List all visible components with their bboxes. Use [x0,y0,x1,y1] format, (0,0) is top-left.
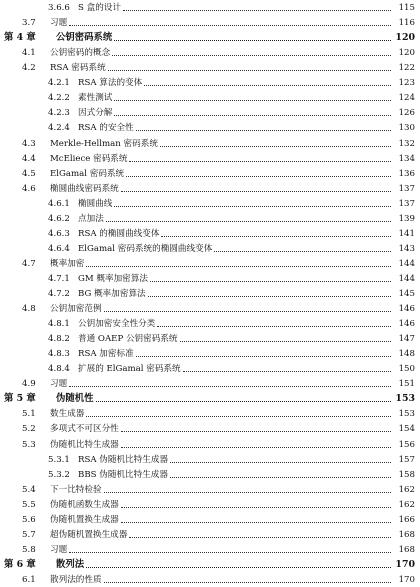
toc-entry-row[interactable] [0,253,420,269]
dot-leader [183,371,391,372]
toc-entry-number: 第 4 章 [4,32,36,44]
toc-entry-row[interactable] [0,117,420,133]
toc-page-number: 156 [398,439,415,450]
toc-entry-row[interactable] [0,12,420,28]
toc-entry-title: RSA 加密标准 [78,349,134,360]
toc-page-number: 145 [398,288,415,299]
toc-page-number: 146 [398,304,415,314]
toc-entry-title: 习题 [50,18,68,29]
toc-entry-title: Merkle-Hellman 密码系统 [50,138,158,149]
toc-entry-row[interactable] [0,569,420,585]
dot-leader [114,40,391,41]
toc-page-number: 170 [398,574,415,585]
toc-entry-title: McEliece 密码系统 [50,153,128,164]
toc-entry-title: 椭圆曲线 [78,198,113,209]
toc-chapter-row[interactable] [0,388,420,404]
dot-leader [121,447,391,448]
toc-page-number: 132 [398,138,415,149]
toc-entry-title: RSA 的安全性 [78,123,134,134]
toc-entry-title: 因式分解 [78,108,113,119]
toc-entry-row[interactable] [0,464,420,480]
toc-entry-number: 4.2.4 [48,123,70,134]
toc-entry-number: 4.8 [22,304,36,314]
dot-leader [136,356,391,357]
toc-entry-number: 5.2 [22,424,36,435]
toc-page-number: 137 [398,198,415,209]
toc-entry-number: 4.7.1 [48,273,70,284]
toc-page-number: 124 [398,93,415,104]
toc-page-number: 154 [398,424,415,435]
dot-leader [144,85,391,86]
toc-entry-number: 6.1 [22,574,36,585]
dot-leader [129,537,391,538]
toc-page-number: 162 [398,499,415,510]
toc-page-number: 130 [398,123,415,134]
toc-entry-row[interactable] [0,133,420,149]
toc-entry-row[interactable] [0,298,420,314]
toc-entry-row[interactable] [0,57,420,73]
toc-entry-number: 4.6.4 [48,243,70,254]
toc-entry-row[interactable] [0,434,420,450]
toc-page-number: 120 [398,48,415,59]
toc-page-number: 144 [398,273,415,284]
toc-entry-number: 4.8.2 [48,334,70,345]
toc-page-number: 157 [398,454,415,465]
dot-leader [86,567,391,568]
toc-entry-title: 椭圆曲线密码系统 [50,183,119,194]
dot-leader [170,462,391,463]
toc-entry-row[interactable] [0,449,420,465]
toc-entry-row[interactable] [0,343,420,359]
toc-entry-number: 4.3 [22,138,36,149]
dot-leader [121,431,391,432]
toc-entry-row[interactable] [0,328,420,344]
toc-entry-title: 伪随机函数生成器 [50,499,119,510]
toc-entry-title: BG 概率加密算法 [78,288,146,299]
toc-entry-number: 4.2.2 [48,93,70,104]
dot-leader [104,582,391,583]
toc-page-number: 170 [395,558,415,570]
toc-entry-number: 4.9 [22,379,36,390]
toc-page-number: 134 [398,153,415,164]
toc-entry-title: 多项式不可区分性 [50,424,119,435]
toc-entry-title: 习题 [50,379,68,390]
toc-page-number: 126 [398,108,415,119]
toc-entry-title: 扩展的 ElGamal 密码系统 [78,364,181,375]
toc-entry-number: 4.8.4 [48,364,70,375]
dot-leader [126,176,391,177]
toc-entry-number: 5.3.1 [48,454,70,465]
toc-entry-number: 4.6 [22,183,36,194]
toc-entry-number: 4.7 [22,258,36,269]
toc-entry-row[interactable] [0,87,420,103]
dot-leader [114,115,391,116]
toc-entry-row[interactable] [0,163,420,179]
toc-page-number: 168 [398,544,415,555]
dot-leader [86,416,391,417]
toc-entry-title: 公钥密码的概念 [50,48,111,59]
toc-entry-title: 数生成器 [50,409,85,420]
dot-leader [150,281,391,282]
toc-entry-title: 素性测试 [78,93,113,104]
dot-leader [161,236,391,237]
toc-entry-title: 习题 [50,544,68,555]
toc-entry-number: 3.7 [22,18,36,29]
dot-leader [180,341,391,342]
toc-entry-row[interactable] [0,539,420,555]
toc-entry-row[interactable] [0,148,420,164]
toc-entry-row[interactable] [0,418,420,434]
toc-entry-row[interactable] [0,313,420,329]
dot-leader [129,161,391,162]
toc-page-number: 143 [398,243,415,254]
toc-entry-title: BBS 伪随机比特生成器 [78,469,168,480]
toc-entry-number: 5.8 [22,544,36,555]
toc-entry-number: 5.7 [22,529,36,540]
toc-entry-title: RSA 的椭圆曲线变体 [78,228,160,239]
dot-leader [112,55,391,56]
dot-leader [69,386,391,387]
toc-entry-row[interactable] [0,208,420,224]
toc-page-number: 158 [398,469,415,480]
toc-entry-number: 4.2.1 [48,78,70,89]
dot-leader [121,507,391,508]
toc-page-number: 147 [398,334,415,345]
toc-entry-title: 伪随机比特生成器 [50,439,119,450]
toc-entry-number: 4.7.2 [48,288,70,299]
dot-leader [108,70,391,71]
dot-leader [121,191,391,192]
toc-entry-row[interactable] [0,223,420,239]
toc-entry-row[interactable] [0,403,420,419]
toc-entry-title: 公钥加密安全性分类 [78,319,156,330]
toc-page-number: 162 [398,484,415,495]
toc-entry-number: 4.6.2 [48,213,70,224]
toc-entry-row[interactable] [0,193,420,209]
toc-entry-title: RSA 算法的变体 [78,78,143,89]
toc-entry-row[interactable] [0,102,420,118]
dot-leader [214,251,391,252]
toc-entry-row[interactable] [0,0,420,13]
toc-page-number: 120 [395,32,415,44]
toc-entry-number: 5.3.2 [48,469,70,480]
toc-entry-title: 散列法 [56,558,85,570]
toc-entry-title: 概率加密 [50,258,85,269]
toc-entry-number: 第 6 章 [4,558,36,570]
toc-entry-title: 伪随机置换生成器 [50,514,119,525]
dot-leader [106,221,391,222]
dot-leader [123,10,391,11]
toc-entry-number: 5.1 [22,409,36,420]
toc-entry-row[interactable] [0,238,420,254]
toc-entry-number: 3.6.6 [48,3,70,13]
toc-entry-number: 4.2.3 [48,108,70,119]
toc-entry-title: RSA 伪随机比特生成器 [78,454,169,465]
toc-entry-number: 4.4 [22,153,36,164]
dot-leader [170,477,391,478]
toc-chapter-row[interactable] [0,554,420,570]
toc-page-number: 153 [395,393,415,405]
toc-entry-title: ElGamal 密码系统 [50,168,125,179]
toc-entry-number: 5.5 [22,499,36,510]
dot-leader [121,522,391,523]
toc-entry-number: 4.8.3 [48,349,70,360]
toc-page-number: 115 [398,3,415,13]
toc-entry-title: 公钥加密范例 [50,304,102,314]
toc-page-number: 153 [398,409,415,420]
toc-page-number: 166 [398,514,415,525]
dot-leader [104,492,391,493]
toc-entry-title: 下一比特检验 [50,484,102,495]
toc-page-number: 146 [398,319,415,330]
dot-leader [104,311,391,312]
toc-page-number: 122 [398,63,415,74]
toc-entry-title: 超伪随机置换生成器 [50,529,128,540]
toc-page-number: 116 [398,18,415,29]
toc-page-number: 150 [398,364,415,375]
toc-chapter-row[interactable] [0,27,420,43]
toc-entry-row[interactable] [0,283,420,299]
toc-entry-title: GM 概率加密算法 [78,273,148,284]
toc-entry-title: 公钥密码系统 [56,32,113,44]
dot-leader [160,146,391,147]
toc-entry-title: RSA 密码系统 [50,63,106,74]
toc-entry-row[interactable] [0,373,420,389]
toc-entry-row[interactable] [0,479,420,495]
dot-leader [69,552,391,553]
toc-entry-number: 4.1 [22,48,36,59]
toc-entry-number: 4.8.1 [48,319,70,330]
toc-entry-title: 点加法 [78,213,104,224]
toc-page-number: 123 [398,78,415,89]
toc-page-number: 136 [398,168,415,179]
toc-page-number: 151 [398,379,415,390]
toc-page-number: 144 [398,258,415,269]
toc-entry-row[interactable] [0,358,420,374]
dot-leader [96,401,391,402]
toc-page-number: 141 [398,228,415,239]
toc-page-number: 168 [398,529,415,540]
toc-entry-row[interactable] [0,72,420,88]
toc-entry-title: 普通 OAEP 公钥密码系统 [78,334,178,345]
toc-entry-title: 伪随机性 [56,393,94,405]
toc-entry-title: S 盒的设计 [78,3,121,13]
toc-entry-number: 4.5 [22,168,36,179]
toc-entry-number: 4.6.1 [48,198,70,209]
toc-entry-number: 第 5 章 [4,393,36,405]
dot-leader [69,25,391,26]
dot-leader [114,206,391,207]
toc-page-number: 148 [398,349,415,360]
dot-leader [136,130,391,131]
toc-entry-number: 5.3 [22,439,36,450]
toc-entry-number: 5.4 [22,484,36,495]
toc-page-number: 137 [398,183,415,194]
dot-leader [148,296,391,297]
toc-entry-title: ElGamal 密码系统的椭圆曲线变体 [78,243,213,254]
dot-leader [114,100,391,101]
toc-entry-number: 4.2 [22,63,36,74]
toc-entry-title: 散列法的性质 [50,574,102,585]
toc-entry-row[interactable] [0,494,420,510]
toc-entry-row[interactable] [0,42,420,58]
toc-entry-row[interactable] [0,524,420,540]
toc-page-number: 139 [398,213,415,224]
toc-entry-row[interactable] [0,178,420,194]
toc-entry-row[interactable] [0,268,420,284]
toc-entry-number: 4.6.3 [48,228,70,239]
dot-leader [157,326,391,327]
toc-entry-number: 5.6 [22,514,36,525]
toc-entry-row[interactable] [0,509,420,525]
dot-leader [86,266,391,267]
